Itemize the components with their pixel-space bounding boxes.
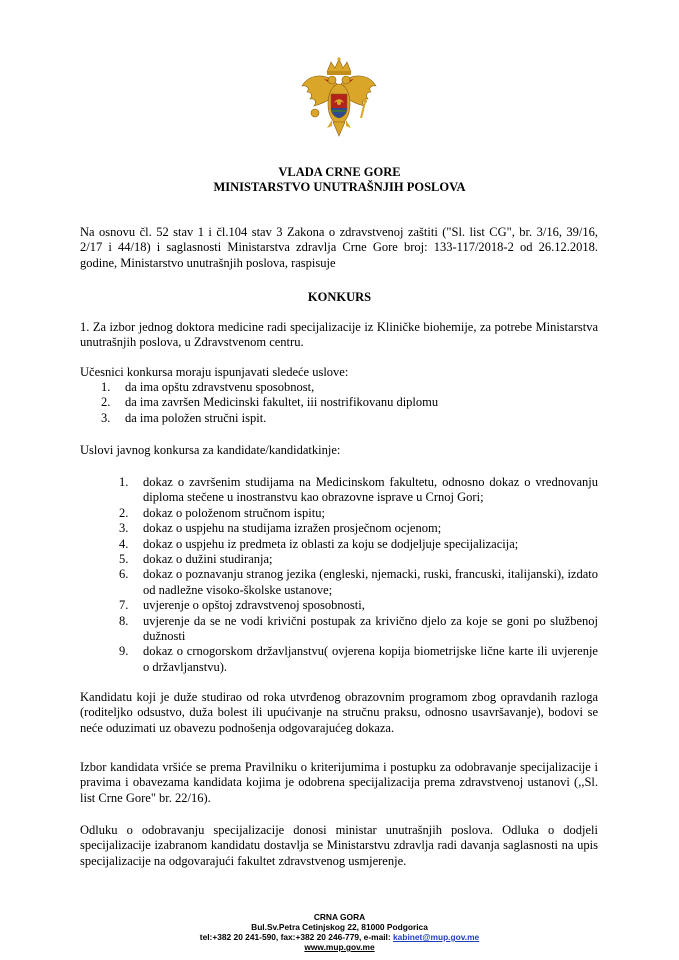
footer-contact-text: tel:+382 20 241-590, fax:+382 20 246-779, e-mail:: [199, 932, 394, 942]
list-item: 2. da ima završen Medicinski fakultet, iii nostrifikovanu diplomu: [101, 395, 439, 410]
crown-icon: [327, 57, 351, 75]
list-item: 5. dokaz o dužini studiranja;: [119, 552, 273, 567]
list-item: 3. dokaz o uspjehu na studijama izražen prosječnom ocjenom;: [119, 521, 442, 536]
position-paragraph: 1. Za izbor jednog doktora medicine radi specijalizacije iz Kliničke biohemije, za potrebe Ministarstva unutrašnjih poslova, u Zdravstvenom centru.: [80, 320, 598, 350]
conditions-intro: Učesnici konkursa moraju ispunjavati sledeće uslove:: [80, 365, 349, 379]
intro-paragraph: Na osnovu čl. 52 stav 1 i čl.104 stav 3 Zakona o zdravstvenoj zaštiti ("Sl. list CG", br. 3/16, 39/16, 2/17 i 44/18) i saglasnosti Ministarstva zdravlja Crne Gore broj: 133-117/2018-2 od 26.12.2018. godine, Ministarstvo unutrašnjih poslova, raspisuje: [80, 225, 598, 270]
footer-contact: [0, 932, 679, 942]
website-link[interactable]: www.mup.gov.me: [304, 942, 375, 952]
list-item: 3. da ima položen stručni ispit.: [101, 410, 267, 425]
montenegro-coat-of-arms: [299, 56, 379, 144]
requirements-intro: Uslovi javnog konkursa za kandidate/kandidatkinje:: [80, 443, 341, 457]
list-item: 9. dokaz o crnogorskom državljanstvu( ovjerena kopija biometrijske lične karte ili uvjerenje o državljanstvu).: [119, 644, 598, 674]
conditions-list: [101, 380, 598, 426]
list-item: 7. uvjerenje o opštoj zdravstvenoj sposobnosti,: [119, 598, 365, 613]
government-heading: VLADA CRNE GORE: [278, 165, 401, 179]
list-item: 8. uvjerenje da se ne vodi krivični postupak za krivično djelo za koje se goni po službenoj dužnosti: [119, 613, 598, 644]
footer-web: [0, 942, 679, 952]
footer-org: CRNA GORA: [313, 912, 366, 922]
list-item: 4. dokaz o uspjehu iz predmeta iz oblasti za koju se dodjeljuje specijalizacija;: [119, 536, 519, 551]
requirements-list: [119, 475, 598, 675]
footer-address: Bul.Sv.Petra Cetinjskog 22, 81000 Podgorica: [251, 922, 428, 932]
list-item: 6. dokaz o poznavanju stranog jezika (engleski, njemacki, ruski, francuski, italijanski), izdato od nadležne visoko-školske ustanove;: [119, 567, 598, 597]
decision-paragraph: Odluku o odobravanju specijalizacije donosi ministar unutrašnjih poslova. Odluka o dodjeli specijalizacije izabranom kandidatu dostavlja se Ministarstvu zdravlja radi davanja saglasnosti na upis specijalizacije na odgovarajući fakultet zdravstvenog usmjerenje.: [80, 823, 598, 868]
selection-paragraph: Izbor kandidata vršiće se prema Pravilniku o kriterijumima i postupku za odobravanje specijalizacije i pravima i obavezama kandidata kojima je odobrena specijalizacija prema zdravstvenoj ustanovi (,,Sl. list Crne Gore" br. 22/16).: [80, 760, 598, 805]
email-link[interactable]: kabinet@mup.gov.me: [393, 932, 480, 942]
list-item: 1. da ima opštu zdravstvenu sposobnost,: [101, 380, 315, 394]
list-item: 1. dokaz o završenim studijama na Medicinskom fakultetu, odnosno dokaz o vrednovanju diploma stečene u inostranstvu kao obrazovne isprave u Crnoj Gori;: [119, 475, 598, 505]
duration-paragraph: Kandidatu koji je duže studirao od roka utvrđenog obrazovnim programom zbog opravdanih razloga (roditeljko odsustvo, duža bolest ili upućivanje na stručnu praksu, odnosno usavršavanje), bodovi se neće oduzimati uz obavezu podnošenja odgovarajućeg dokaza.: [80, 690, 598, 735]
list-item: 2. dokaz o položenom stručnom ispitu;: [119, 505, 325, 520]
document-title: KONKURS: [307, 290, 372, 304]
ministry-heading: MINISTARSTVO UNUTRAŠNJIH POSLOVA: [213, 180, 466, 194]
